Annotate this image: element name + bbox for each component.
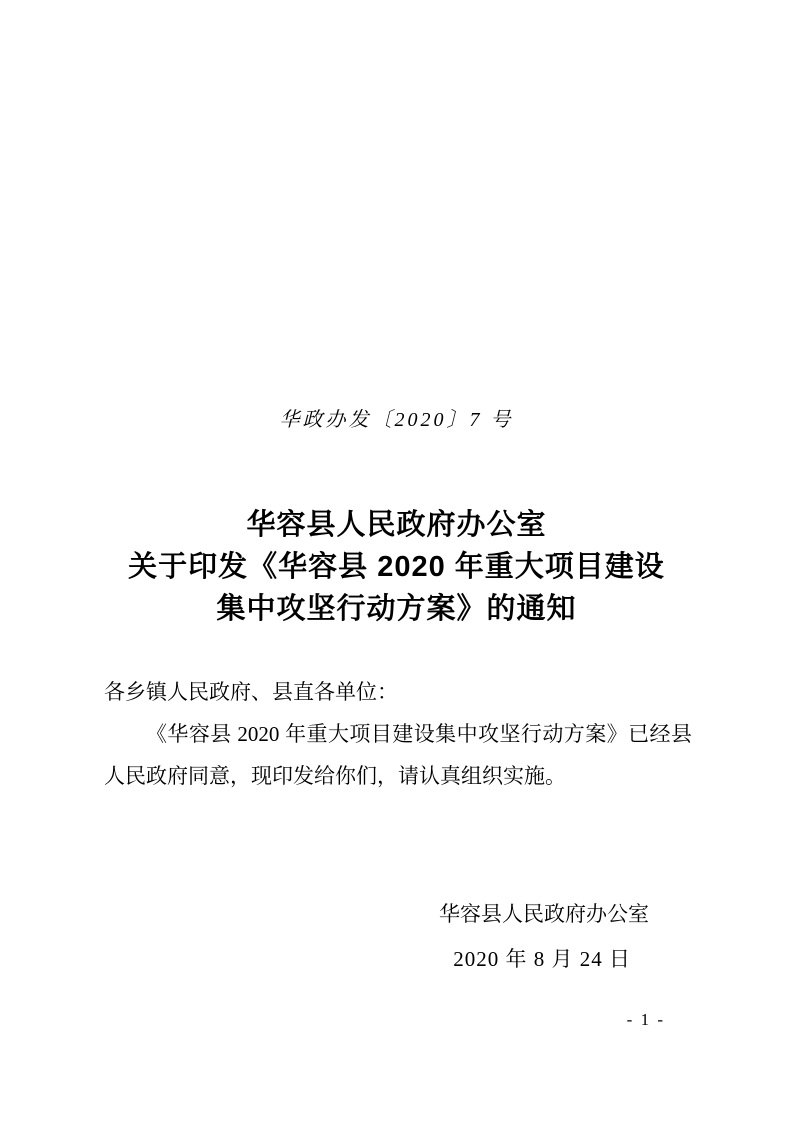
document-body (104, 671, 692, 797)
body-paragraph: 《华容县 2020 年重大项目建设集中攻坚行动方案》已经县人民政府同意，现印发给你们，请认真组织实施。 (104, 722, 692, 788)
signoff-block (104, 892, 692, 982)
salutation: 各乡镇人民政府、县直各单位： (104, 680, 398, 704)
title-line-1: 华容县人民政府办公室 (246, 509, 547, 541)
title-line-3: 集中攻坚行动方案》的通知 (216, 593, 577, 625)
issuing-office-signature: 华容县人民政府办公室 (439, 902, 649, 926)
issue-date: 2020 年 8 月 24 日 (453, 947, 631, 971)
document-title (0, 504, 793, 630)
document-number: 华政办发〔2020〕7 号 (279, 409, 514, 431)
title-line-2: 关于印发《华容县 2020 年重大项目建设 (128, 551, 665, 583)
page-number: - 1 - (626, 1010, 665, 1029)
